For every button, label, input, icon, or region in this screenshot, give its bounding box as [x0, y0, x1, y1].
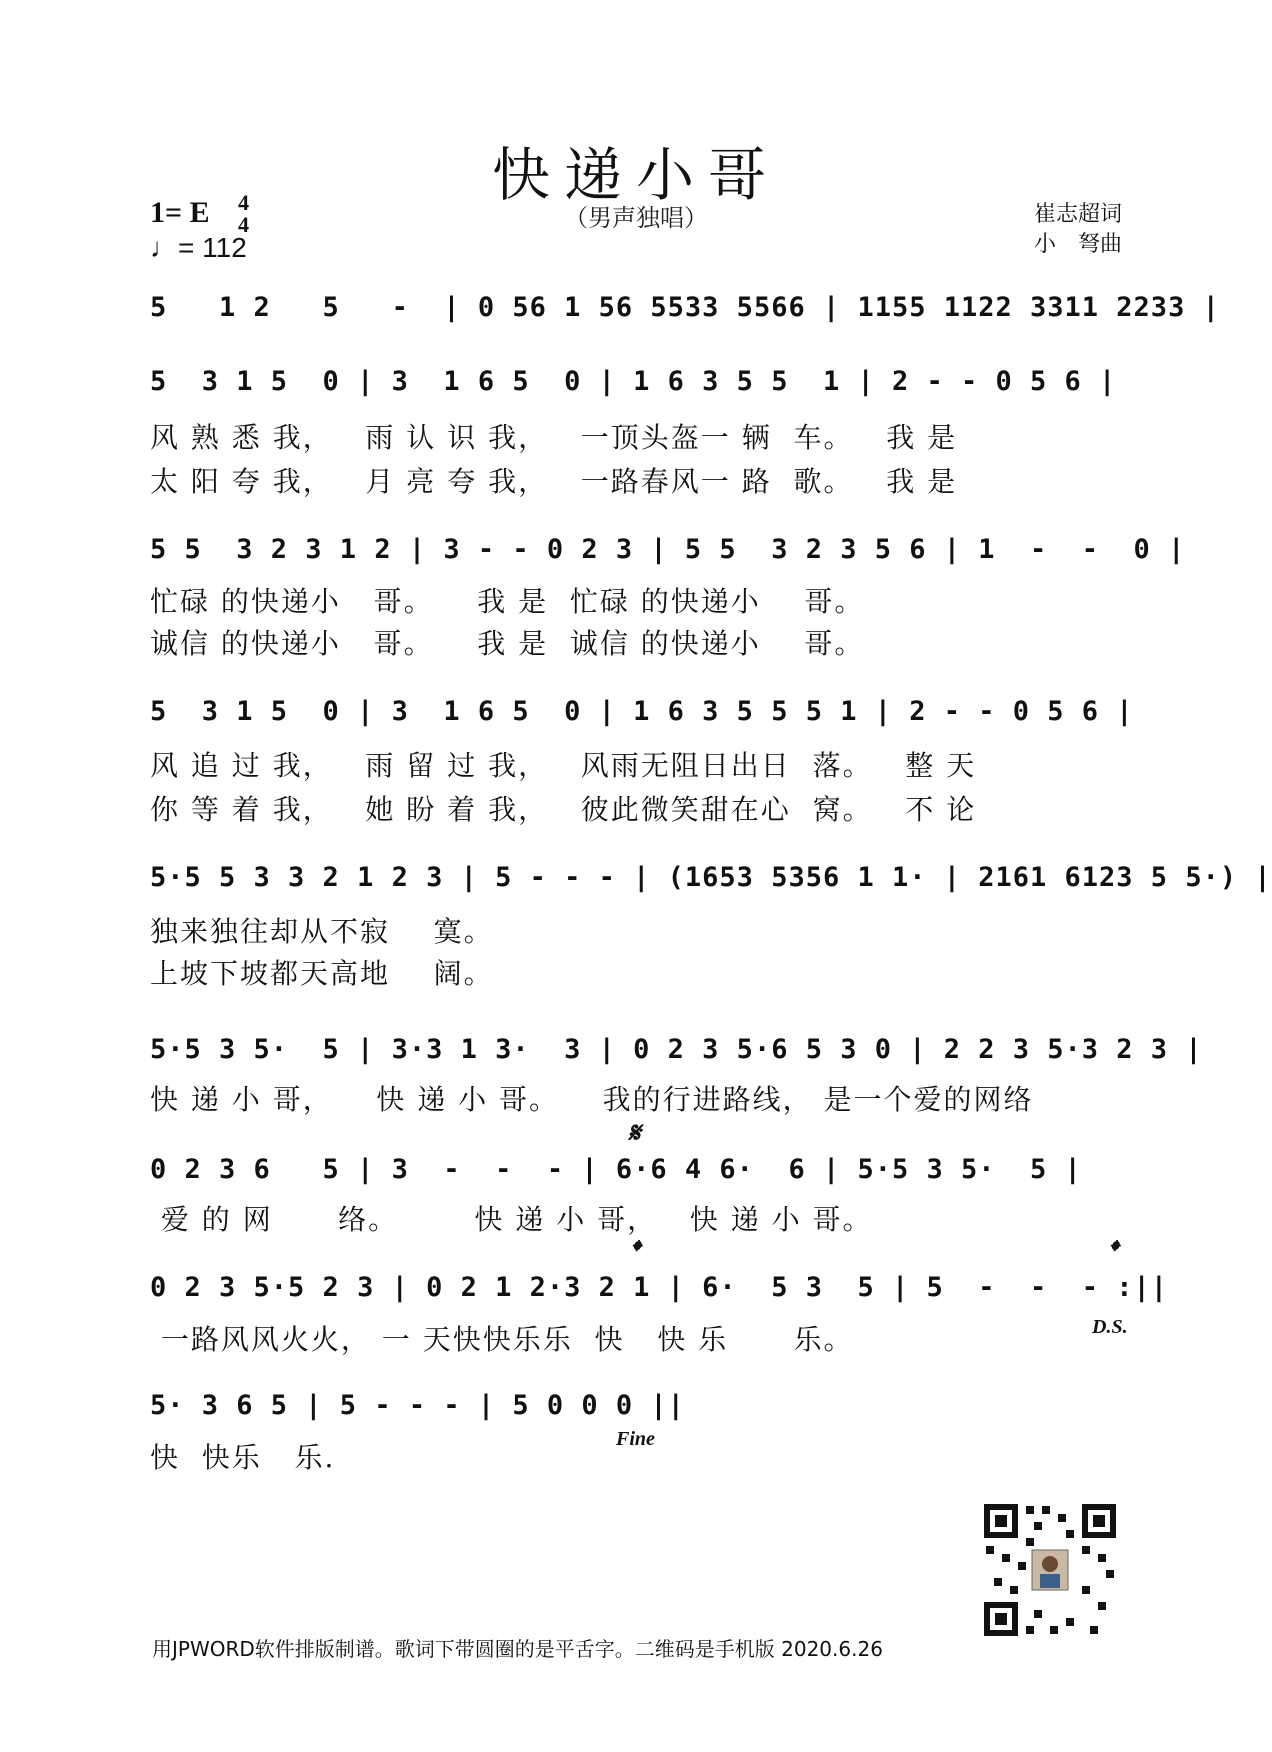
- lyric-line-5b: 上坡下坡都天高地 阔。: [150, 957, 494, 990]
- music-line-2: 5 3 1 5 0 | 3 1 6 5 0 | 1 6 3 5 5 1 | 2 - - 0 5 6 |: [150, 366, 1117, 397]
- coda-sign-1: 𝄌: [630, 1236, 639, 1265]
- credits: [1034, 200, 1122, 260]
- lyric-line-5a: 独来独往却从不寂 寞。: [150, 915, 494, 948]
- music-line-1: 5 1 2 5 - | 0 56 1 56 5533 5566 | 1155 1122 3311 2233 |: [150, 292, 1220, 323]
- time-signature-bottom: 4: [238, 212, 249, 237]
- composer: 小 弩曲: [1033, 232, 1122, 257]
- fine-mark: Fine: [616, 1428, 655, 1450]
- time-signature: [238, 192, 249, 236]
- qr-code-image: [980, 1500, 1120, 1640]
- lyric-line-6: 快 递 小 哥， 快 递 小 哥。 我的行进路线， 是一个爱的网络: [150, 1083, 1034, 1116]
- lyric-line-2a: 风 熟 悉 我， 雨 认 识 我， 一顶头盔一 辆 车。 我 是: [150, 421, 958, 454]
- time-signature-top: 4: [238, 190, 249, 215]
- lyric-line-7: 爱 的 网 络。 快 递 小 哥， 快 递 小 哥。: [150, 1203, 873, 1236]
- music-line-6: 5·5 3 5· 5 | 3·3 1 3· 3 | 0 2 3 5·6 5 3 0 | 2 2 3 5·3 2 3 |: [150, 1034, 1203, 1065]
- key-signature: 1= E: [150, 196, 210, 229]
- lyricist: 崔志超词: [1033, 202, 1122, 227]
- music-line-3: 5 5 3 2 3 1 2 | 3 - - 0 2 3 | 5 5 3 2 3 5 6 | 1 - - 0 |: [150, 534, 1186, 565]
- lyric-line-9: 快 快乐 乐.: [150, 1441, 336, 1474]
- lyric-line-4a: 风 追 过 我， 雨 留 过 我， 风雨无阻日出日 落。 整 天: [150, 749, 977, 782]
- page-title: 快递小哥: [491, 141, 780, 209]
- segno-sign: 𝄋: [628, 1118, 641, 1149]
- tempo-marking: ♩= 112: [150, 232, 247, 263]
- dal-segno-mark: D.S.: [1092, 1316, 1128, 1338]
- footer-note: 用JPWORD软件排版制谱。歌词下带圆圈的是平舌字。二维码是手机版 2020.6.26: [152, 1637, 883, 1661]
- lyric-line-3b: 诚信 的快递小 哥。 我 是 诚信 的快递小 哥。: [150, 627, 865, 660]
- music-line-4: 5 3 1 5 0 | 3 1 6 5 0 | 1 6 3 5 5 5 1 | 2 - - 0 5 6 |: [150, 696, 1134, 727]
- music-line-7: 0 2 3 6 5 | 3 - - - | 6·6 4 6· 6 | 5·5 3 5· 5 |: [150, 1154, 1082, 1185]
- lyric-line-4b: 你 等 着 我， 她 盼 着 我， 彼此微笑甜在心 窝。 不 论: [150, 793, 977, 826]
- music-line-9: 5· 3 6 5 | 5 - - - | 5 0 0 0 ||: [150, 1390, 685, 1421]
- lyric-line-8: 一路风风火火， 一 天快快乐乐 快 快 乐 乐。: [150, 1323, 854, 1356]
- music-line-8: 0 2 3 5·5 2 3 | 0 2 1 2·3 2 1 | 6· 5 3 5 | 5 - - - :||: [150, 1272, 1169, 1303]
- subtitle: （男声独唱）: [564, 204, 708, 232]
- coda-sign-2: 𝄌: [1108, 1236, 1117, 1265]
- lyric-line-2b: 太 阳 夸 我， 月 亮 夸 我， 一路春风一 路 歌。 我 是: [150, 465, 958, 498]
- music-line-5: 5·5 5 3 3 2 1 2 3 | 5 - - - | (1653 5356 1 1· | 2161 6123 5 5·) |: [150, 862, 1272, 893]
- lyric-line-3a: 忙碌 的快递小 哥。 我 是 忙碌 的快递小 哥。: [150, 585, 865, 618]
